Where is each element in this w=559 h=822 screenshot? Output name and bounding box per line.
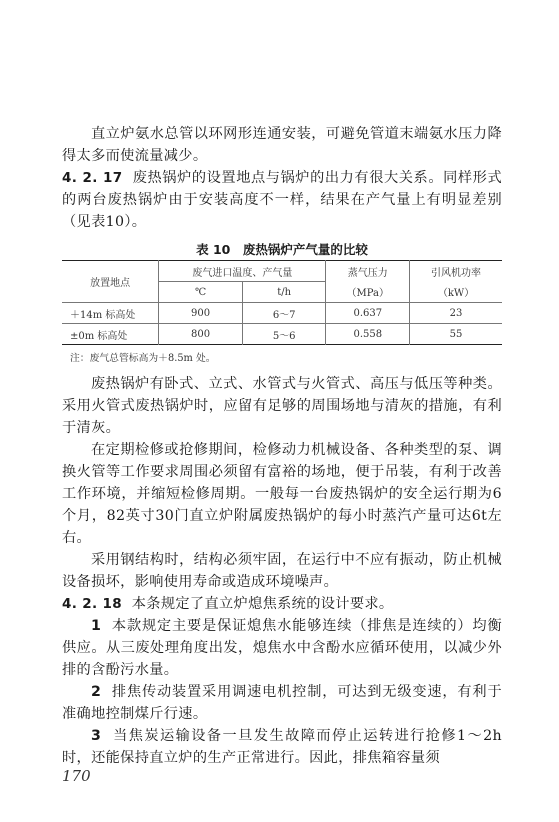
cell-temp: 900 [159,303,243,324]
page-number: 170 [62,767,91,785]
paragraph-maintenance [62,439,502,549]
clause-4-2-17 [62,167,502,233]
cell-pressure: 0.637 [326,303,410,324]
table-header-row [62,261,502,282]
paragraph-text: 废热锅炉有卧式、立式、水管式与火管式、高压与低压等种类。采用火管式废热锅炉时，应留有足够的周围场地与清灰的措施，有利于清灰。 [62,376,502,436]
paragraph-steel-structure [62,549,502,593]
item-number: 2 [91,684,102,700]
item-3 [62,725,502,769]
cell-power: 55 [410,324,502,345]
header-gas-group: 废气进口温度、产气量 [159,261,326,282]
clause-text: 废热锅炉的设置地点与锅炉的出力有很大关系。同样形式的两台废热锅炉由于安装高度不一样，结果在产气量上有明显差别（见表10）。 [62,170,502,230]
clause-number: 4. 2. 18 [62,596,123,612]
header-power-unit: （kW） [410,282,502,303]
clause-4-2-18 [62,593,502,615]
cell-power: 23 [410,303,502,324]
paragraph-boiler-types [62,373,502,439]
table-row [62,303,502,324]
paragraph-ammonia-main [62,123,502,167]
paragraph-text: 直立炉氨水总管以环网形连通安装，可避免管道末端氨水压力降得太多而使流量减少。 [62,126,502,164]
cell-output: 6～7 [242,303,326,324]
header-pressure-unit: （MPa） [326,282,410,303]
paragraph-text: 采用钢结构时，结构必须牢固，在运行中不应有振动，防止机械设备损坏，影响使用寿命或造成环境噪声。 [62,552,502,590]
cell-temp: 800 [159,324,243,345]
cell-location: ±0m 标高处 [62,324,159,345]
header-steam-pressure: 蒸气压力 [326,261,410,282]
item-text: 排焦传动装置采用调速电机控制，可达到无级变速，有利于准确地控制煤斤行速。 [62,684,502,722]
header-fan-power: 引风机功率 [410,261,502,282]
table-note: 注：废气总管标高为＋8.5m 处。 [70,353,216,364]
item-1 [62,615,502,681]
clause-text: 本条规定了直立炉熄焦系统的设计要求。 [131,596,394,612]
header-output-unit: t/h [242,282,326,303]
table-row [62,324,502,345]
item-2 [62,681,502,725]
item-text: 当焦炭运输设备一旦发生故障而停止运转进行抢修1～2h时，还能保持直立炉的生产正常进行。因此，排焦箱容量须 [62,728,502,766]
header-location: 放置地点 [62,261,159,303]
comparison-table [62,260,502,345]
item-text: 本款规定主要是保证熄焦水能够连续（排焦是连续的）均衡供应。从三废处理角度出发，熄焦水中含酚水应循环使用，以减少外排的含酚污水量。 [62,618,502,678]
item-number: 3 [91,728,102,744]
paragraph-text: 在定期检修或抢修期间，检修动力机械设备、各种类型的泵、调换火管等工作要求周围必须留有富裕的场地，便于吊装，有利于改善工作环境，并缩短检修周期。一般每一台废热锅炉的安全运行期为6个月，82英寸30门直立炉附属废热锅炉的每小时蒸汽产量可达6t左右。 [62,442,502,546]
table-caption: 表 10 废热锅炉产气量的比较 [196,242,368,257]
cell-output: 5～6 [242,324,326,345]
header-temp-unit: ℃ [159,282,243,303]
cell-pressure: 0.558 [326,324,410,345]
clause-number: 4. 2. 17 [62,170,123,186]
item-number: 1 [91,618,102,634]
cell-location: ＋14m 标高处 [62,303,159,324]
